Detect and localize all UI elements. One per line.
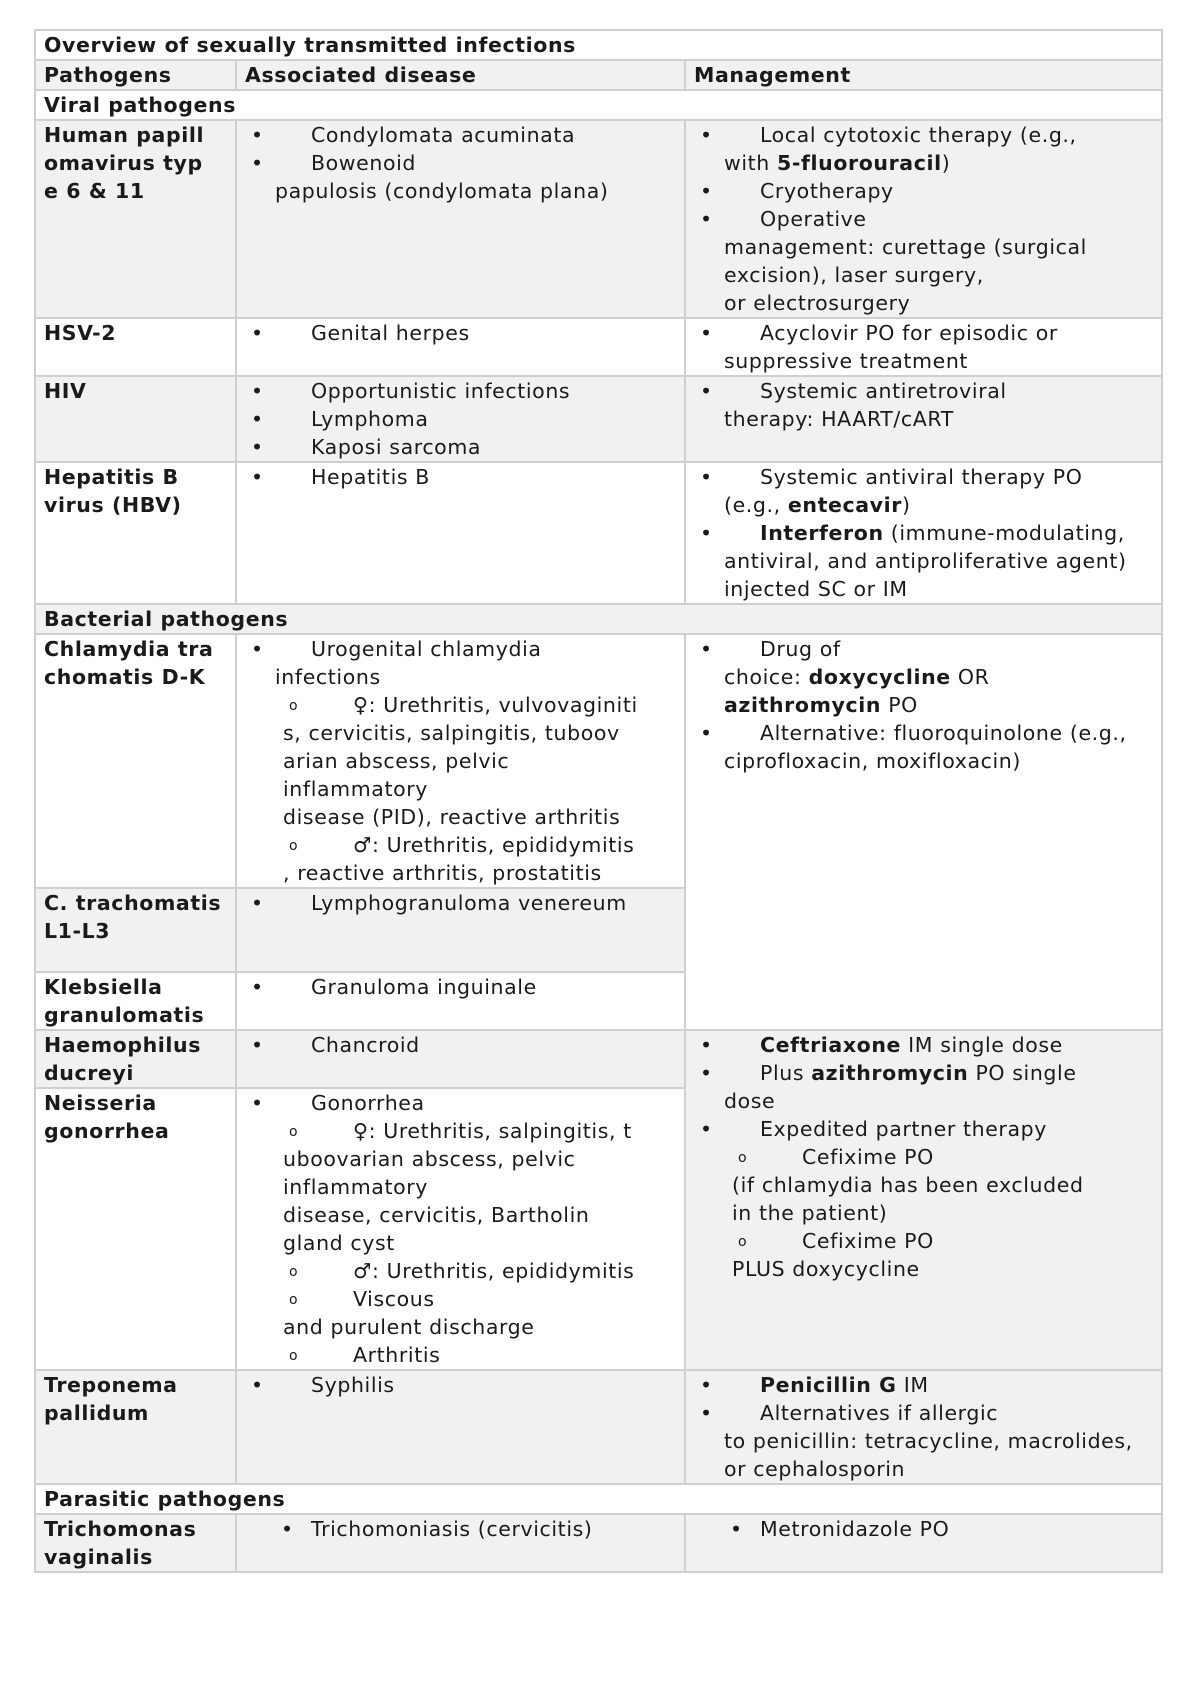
disease-cell <box>236 972 685 1030</box>
table-row <box>35 1514 1162 1572</box>
table-row <box>35 1370 1162 1484</box>
list-item: • Metronidazole PO <box>724 1515 1153 1543</box>
list-item: • Kaposi sarcoma <box>245 433 676 461</box>
disease-cell <box>236 318 685 376</box>
list-item: • Acyclovir PO for episodic or <box>694 319 1153 347</box>
list-item: • Plus azithromycin PO single <box>694 1059 1153 1087</box>
list-item: • Systemic antiviral therapy PO <box>694 463 1153 491</box>
pathogen-cell: Chlamydia trachomatis D-K <box>35 634 236 888</box>
section-viral: Viral pathogens <box>35 90 1162 120</box>
header-row <box>35 60 1162 90</box>
list-item: • Gonorrhea <box>245 1089 676 1117</box>
list-item: • Alternatives if allergic <box>694 1399 1153 1427</box>
management-cell <box>685 1514 1162 1572</box>
disease-cell <box>236 1370 685 1484</box>
list-item: • Operative <box>694 205 1153 233</box>
table-row <box>35 120 1162 318</box>
pathogen-cell: Trichomonas vaginalis <box>35 1514 236 1572</box>
pathogen-cell: Hepatitis B virus (HBV) <box>35 462 236 604</box>
sub-list-item: o Arthritis <box>283 1341 676 1369</box>
list-item: • Interferon (immune-modulating, <box>694 519 1153 547</box>
management-cell: • Acyclovir PO for episodic or suppressive treatment <box>685 318 1162 376</box>
disease-cell: • Gonorrhea o ♀: Urethritis, salpingitis, t uboovarian abscess, pelvic inflammatory disease, cervicitis, Bartholin gland cyst o ♂: Urethritis, epididymitis o Viscous and purulent discharge o Arthritis <box>236 1088 685 1370</box>
list-item: • Drug of <box>694 635 1153 663</box>
disease-cell <box>236 376 685 462</box>
section-parasitic: Parasitic pathogens <box>35 1484 1162 1514</box>
list-item: • Chancroid <box>245 1031 676 1059</box>
management-cell: • Penicillin G IM • Alternatives if allergic to penicillin: tetracycline, macrolides, or cephalosporin <box>685 1370 1162 1484</box>
table-row <box>35 318 1162 376</box>
management-cell: • Local cytotoxic therapy (e.g., with 5-fluorouracil) • Cryotherapy • Operative management: curettage (surgical excision), laser surgery, or electrosurgery <box>685 120 1162 318</box>
list-item: • Opportunistic infections <box>245 377 676 405</box>
disease-cell: • Condylomata acuminata • Bowenoid papulosis (condylomata plana) <box>236 120 685 318</box>
disease-cell <box>236 888 685 972</box>
header-disease: Associated disease <box>236 60 685 90</box>
pathogen-cell: Klebsiella granulomatis <box>35 972 236 1030</box>
list-item: • Hepatitis B <box>245 463 676 491</box>
list-item: • Local cytotoxic therapy (e.g., <box>694 121 1153 149</box>
sub-list-item: o Cefixime PO <box>732 1227 1153 1255</box>
list-item: • Ceftriaxone IM single dose <box>694 1031 1153 1059</box>
pathogen-cell: Human papillomavirus type 6 & 11 <box>35 120 236 318</box>
list-item: • Alternative: fluoroquinolone (e.g., <box>694 719 1153 747</box>
list-item: • Lymphoma <box>245 405 676 433</box>
list-item: • Cryotherapy <box>694 177 1153 205</box>
management-cell: • Ceftriaxone IM single dose • Plus azithromycin PO single dose • Expedited partner therapy o Cefixime PO (if chlamydia has been excluded in the patient) o Cefixime PO PLUS doxycycline <box>685 1030 1162 1370</box>
table-row <box>35 634 1162 888</box>
list-item: • Trichomoniasis (cervicitis) <box>275 1515 676 1543</box>
management-cell: • Drug of choice: doxycycline OR azithromycin PO • Alternative: fluoroquinolone (e.g., ciprofloxacin, moxifloxacin) <box>685 634 1162 1030</box>
disease-cell <box>236 462 685 604</box>
list-item: • Bowenoid <box>245 149 676 177</box>
disease-cell <box>236 1514 685 1572</box>
table-row <box>35 1030 1162 1088</box>
list-item: • Systemic antiretroviral <box>694 377 1153 405</box>
sub-list-item: o ♂: Urethritis, epididymitis <box>283 1257 676 1285</box>
sub-list-item: o ♀: Urethritis, vulvovaginiti <box>283 691 676 719</box>
sub-list-item: o ♂: Urethritis, epididymitis <box>283 831 676 859</box>
header-pathogens: Pathogens <box>35 60 236 90</box>
list-item: • Urogenital chlamydia <box>245 635 676 663</box>
pathogen-cell: Treponema pallidum <box>35 1370 236 1484</box>
pathogen-cell: Haemophilus ducreyi <box>35 1030 236 1088</box>
list-item: • Expedited partner therapy <box>694 1115 1153 1143</box>
section-bacterial: Bacterial pathogens <box>35 604 1162 634</box>
pathogen-cell: Neisseria gonorrhea <box>35 1088 236 1370</box>
table-row <box>35 376 1162 462</box>
management-cell: • Systemic antiviral therapy PO (e.g., entecavir) • Interferon (immune-modulating, antiviral, and antiproliferative agent) injected SC or IM <box>685 462 1162 604</box>
sub-list-item: o Viscous <box>283 1285 676 1313</box>
list-item: • Penicillin G IM <box>694 1371 1153 1399</box>
list-item: • Genital herpes <box>245 319 676 347</box>
list-item: • Syphilis <box>245 1371 676 1399</box>
pathogen-cell: C. trachomatis L1-L3 <box>35 888 236 972</box>
pathogen-cell: HSV-2 <box>35 318 236 376</box>
list-item: • Lymphogranuloma venereum <box>245 889 676 917</box>
sti-overview-table <box>34 29 1163 1573</box>
pathogen-cell: HIV <box>35 376 236 462</box>
disease-cell <box>236 1030 685 1088</box>
header-management: Management <box>685 60 1162 90</box>
table-row <box>35 462 1162 604</box>
sub-list-item: o Cefixime PO <box>732 1143 1153 1171</box>
disease-cell: • Urogenital chlamydia infections o ♀: Urethritis, vulvovaginiti s, cervicitis, salpingitis, tuboov arian abscess, pelvic inflammatory disease (PID), reactive arthritis o ♂: Urethritis, epididymitis , reactive arthritis, prostatitis <box>236 634 685 888</box>
table-title: Overview of sexually transmitted infections <box>35 30 1162 60</box>
list-item: • Condylomata acuminata <box>245 121 676 149</box>
sub-list-item: o ♀: Urethritis, salpingitis, t <box>283 1117 676 1145</box>
management-cell: • Systemic antiretroviral therapy: HAART/cART <box>685 376 1162 462</box>
list-item: • Granuloma inguinale <box>245 973 676 1001</box>
